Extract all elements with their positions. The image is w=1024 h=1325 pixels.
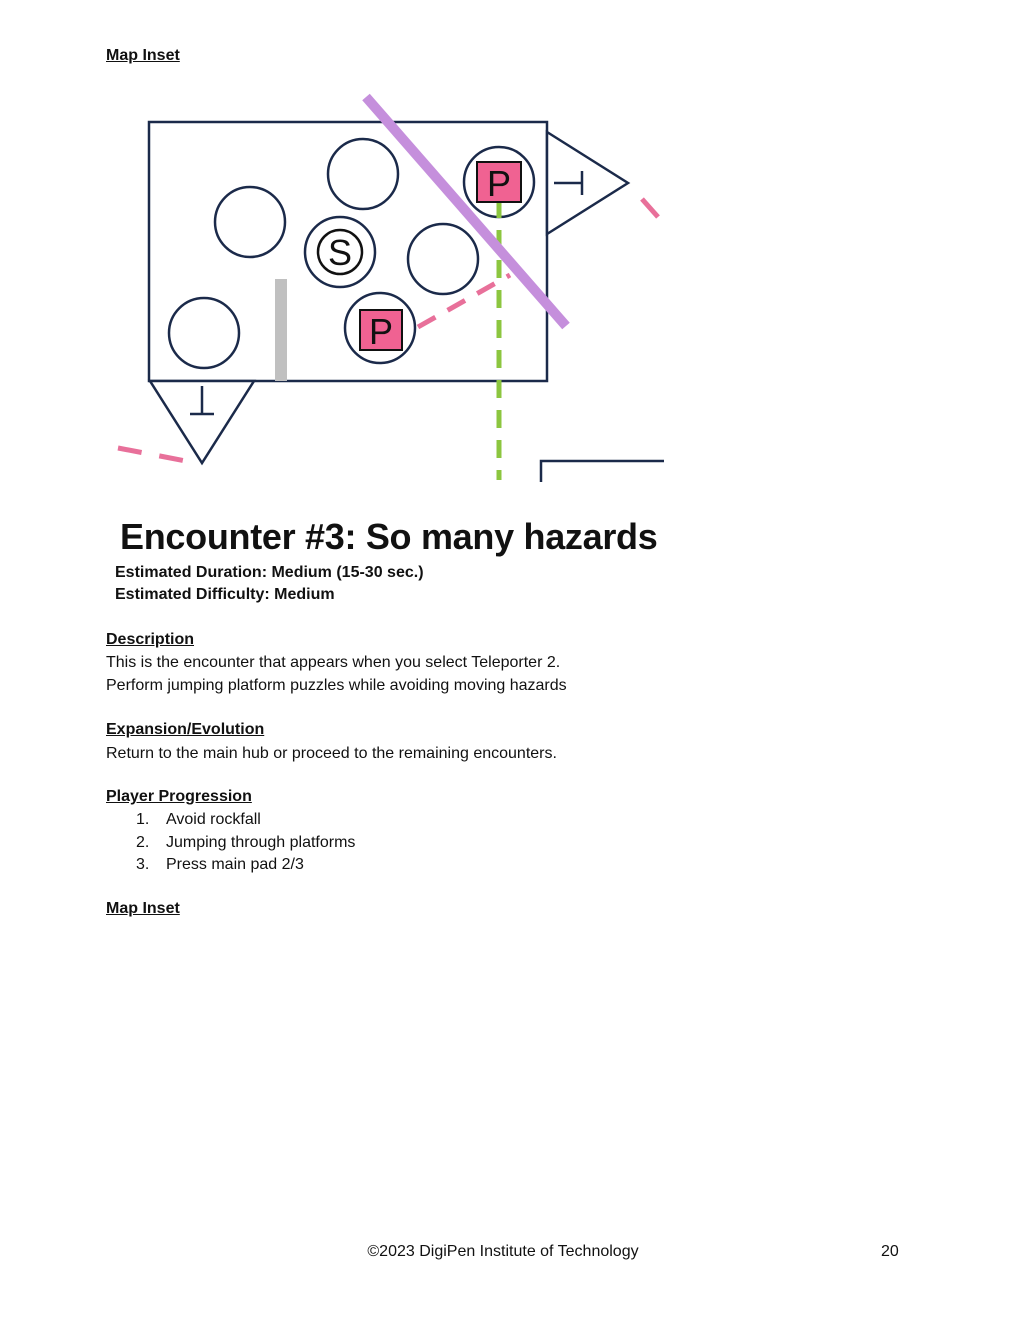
list-number: 3. xyxy=(136,856,150,873)
pad-lower-label: P xyxy=(368,311,394,352)
description-line: This is the encounter that appears when you select Teleporter 2. xyxy=(106,654,561,671)
map-inset-heading-bottom: Map Inset xyxy=(106,900,180,917)
pink-path xyxy=(642,199,658,217)
list-item xyxy=(106,832,355,855)
expansion-text: Return to the main hub or proceed to the remaining encounters. xyxy=(106,745,557,762)
map-inset-heading-top: Map Inset xyxy=(106,47,180,64)
list-text: Jumping through platforms xyxy=(166,833,356,851)
pink-path xyxy=(118,448,186,461)
platform xyxy=(328,139,398,209)
estimated-difficulty: Estimated Difficulty: Medium xyxy=(115,586,335,603)
list-text: Avoid rockfall xyxy=(166,811,261,828)
encounter-title: Encounter #3: So many hazards xyxy=(120,516,658,557)
progression-heading: Player Progression xyxy=(106,788,252,805)
laser-hazard xyxy=(366,97,566,326)
list-number: 2. xyxy=(136,833,150,851)
list-number: 1. xyxy=(136,811,150,828)
list-item xyxy=(106,809,355,832)
description-text xyxy=(106,651,567,697)
start-label: S xyxy=(327,232,353,273)
corner-bracket xyxy=(541,461,664,482)
pink-path xyxy=(418,275,510,327)
page-number: 20 xyxy=(881,1243,899,1260)
progression-list xyxy=(106,809,355,877)
platform xyxy=(408,224,478,294)
wall-block xyxy=(275,279,287,381)
estimated-duration: Estimated Duration: Medium (15-30 sec.) xyxy=(115,564,424,581)
expansion-heading: Expansion/Evolution xyxy=(106,721,265,738)
description-line: Perform jumping platform puzzles while avoiding moving hazards xyxy=(106,677,567,694)
platform xyxy=(215,187,285,257)
list-item xyxy=(106,854,355,877)
encounter-map-diagram xyxy=(110,88,670,488)
list-text: Press main pad 2/3 xyxy=(166,856,304,873)
footer-copyright: ©2023 DigiPen Institute of Technology xyxy=(367,1243,639,1260)
description-heading: Description xyxy=(106,631,195,648)
platform xyxy=(169,298,239,368)
pad-upper-label: P xyxy=(486,163,512,204)
